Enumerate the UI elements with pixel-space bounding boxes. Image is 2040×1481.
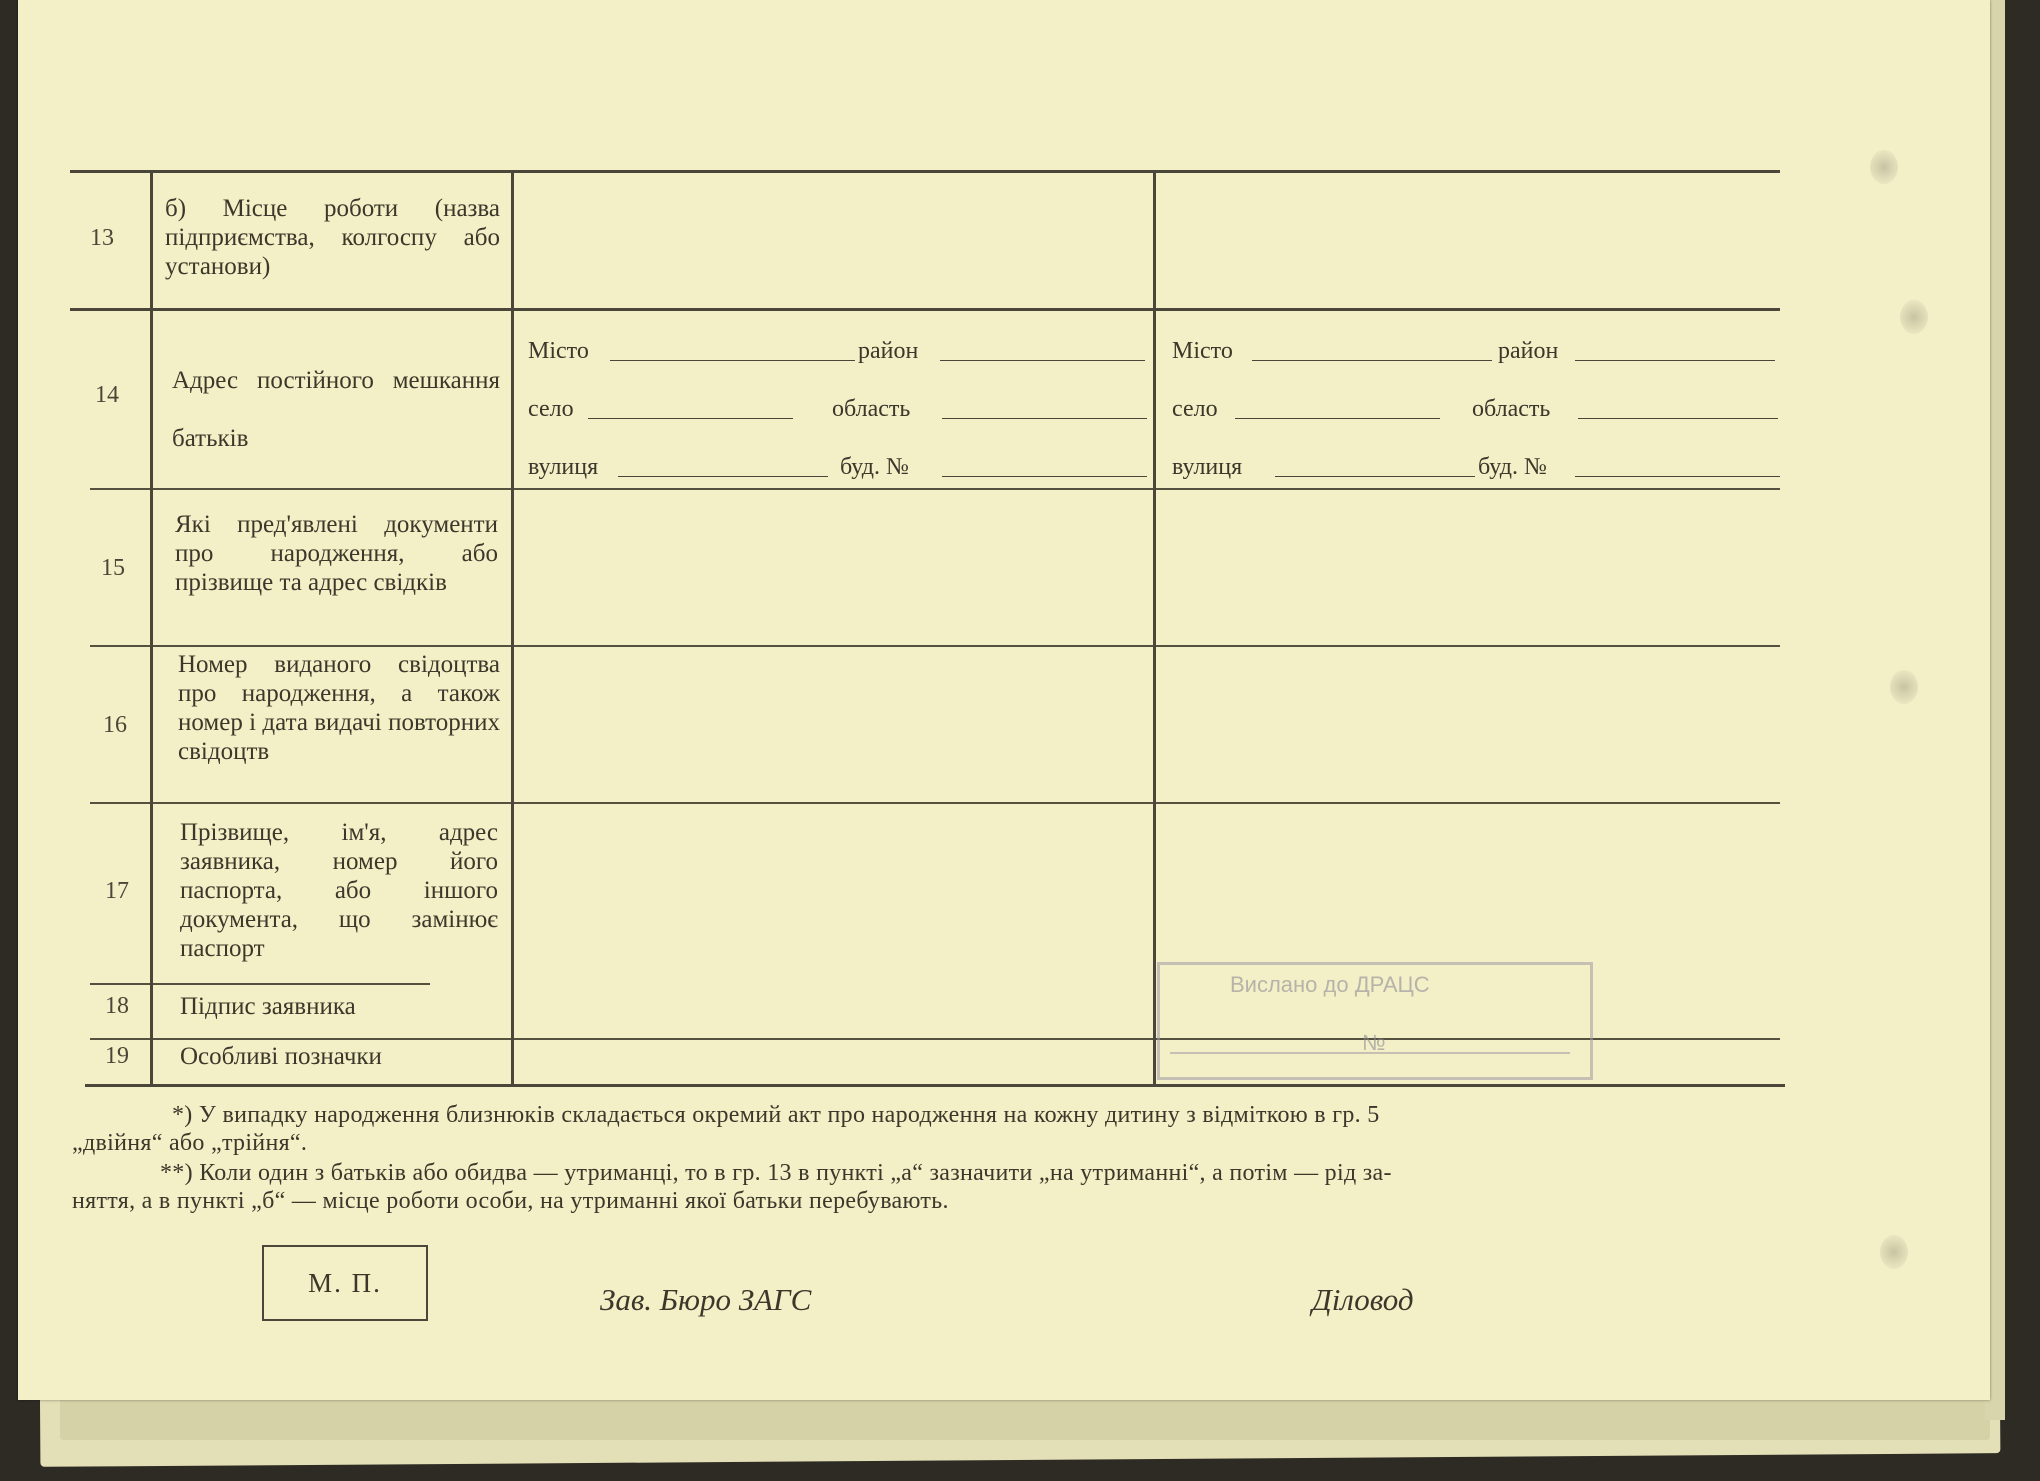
address-street-line xyxy=(1275,476,1475,477)
table-bottom-border xyxy=(85,1084,1785,1087)
column-divider xyxy=(150,172,153,1084)
address-region-line xyxy=(942,418,1147,419)
row-label-documents: Які пред'явлені документи про народження, або прізвище та адрес свідків xyxy=(175,511,498,596)
row-label-signature: Підпис заявника xyxy=(180,993,356,1020)
address-village-label: село xyxy=(1172,396,1218,422)
address-region-label: область xyxy=(832,396,911,422)
row-divider xyxy=(90,488,1780,490)
footnote-1-line-1: *) У випадку народження близнюків складається окремий акт про народження на кожну дитину з відміткою в гр. 5 xyxy=(172,1102,1380,1128)
address-village-line xyxy=(1235,418,1440,419)
address-building-label: буд. № xyxy=(840,454,909,480)
address-village-line xyxy=(588,418,793,419)
address-district-line xyxy=(940,360,1145,361)
row-number: 14 xyxy=(95,382,119,408)
address-city-label: Місто xyxy=(528,338,589,364)
address-street-line xyxy=(618,476,828,477)
address-region-label: область xyxy=(1472,396,1551,422)
row-label-workplace: б) Місце роботи (назва підприємства, колгоспу або установи) xyxy=(165,195,500,280)
head-signature-label: Зав. Бюро ЗАГС xyxy=(600,1282,812,1317)
row-divider xyxy=(90,983,430,985)
address-district-label: район xyxy=(1498,338,1559,364)
row-number: 15 xyxy=(101,555,125,581)
clerk-signature-label: Діловод xyxy=(1312,1282,1414,1317)
row-number: 19 xyxy=(105,1043,129,1069)
row-label-applicant: Прізвище, ім'я, адрес заявника, номер його паспорта, або іншого документа, що замінює паспорт xyxy=(180,819,498,962)
row-divider xyxy=(70,308,1780,311)
address-district-label: район xyxy=(858,338,919,364)
address-street-label: вулиця xyxy=(528,454,599,480)
punch-hole xyxy=(1900,300,1928,334)
stamp-text: Вислано до ДРАЦС xyxy=(1230,972,1430,997)
punch-hole xyxy=(1890,670,1918,704)
address-street-label: вулиця xyxy=(1172,454,1243,480)
address-city-label: Місто xyxy=(1172,338,1233,364)
address-city-line xyxy=(610,360,855,361)
footnote-2-line-2: няття, а в пункті „б“ — місце роботи особи, на утриманні якої батьки перебувають. xyxy=(72,1188,949,1214)
address-district-line xyxy=(1575,360,1775,361)
address-region-line xyxy=(1578,418,1778,419)
row-divider xyxy=(90,802,1780,804)
footnote-2-line-1: **) Коли один з батьків або обидва — утриманці, то в гр. 13 в пункті „а“ зазначити „на утриманні“, а потім — рід за- xyxy=(160,1160,1392,1186)
punch-hole xyxy=(1880,1235,1908,1269)
address-city-line xyxy=(1252,360,1492,361)
row-label-certificate-number: Номер виданого свідоцтва про народження, а також номер і дата видачі повторних свідоцтв xyxy=(178,651,500,765)
punch-hole xyxy=(1870,150,1898,184)
footnote-1-line-2: „двійня“ або „трійня“. xyxy=(72,1130,308,1156)
row-divider xyxy=(90,645,1780,647)
row-label-address: Адрес постійного мешкання батьків xyxy=(172,367,500,452)
address-village-label: село xyxy=(528,396,574,422)
row-number: 16 xyxy=(103,712,127,738)
address-building-line xyxy=(942,476,1147,477)
row-number: 18 xyxy=(105,993,129,1019)
column-divider xyxy=(511,172,514,1084)
row-number: 13 xyxy=(90,225,114,251)
address-building-label: буд. № xyxy=(1478,454,1547,480)
row-label-remarks: Особливі позначки xyxy=(180,1043,382,1070)
seal-box: М. П. xyxy=(262,1245,428,1321)
address-building-line xyxy=(1575,476,1780,477)
row-number: 17 xyxy=(105,878,129,904)
column-divider xyxy=(1153,172,1156,1084)
table-top-border xyxy=(70,170,1780,173)
stamp-number: № xyxy=(1362,1030,1386,1055)
